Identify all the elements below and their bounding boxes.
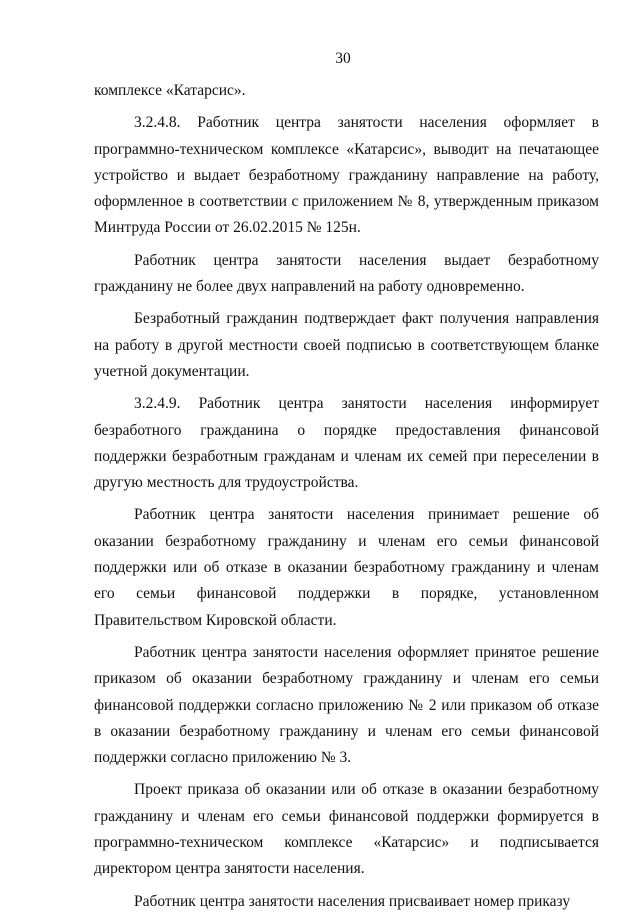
- paragraph-continuation: комплексе «Катарсис».: [94, 82, 246, 99]
- paragraph-3-2-4-9: 3.2.4.9. Работник центра занятости населения информирует безработного гражданина о порядке предоставления финансовой поддержки безработным гражданам и членам их семей при переселении в другую местность для трудоустройства.: [94, 395, 599, 492]
- paragraph-3-2-4-8: 3.2.4.8. Работник центра занятости населения оформляет в программно-техническом комплексе «Катарсис», выводит на печатающее устройство и выдает безработному гражданину направление на работу, оформленное в соответствии с приложением № 8, утвержденным приказом Минтруда России от 26.02.2015 № 125н.: [94, 114, 599, 237]
- paragraph-draft-order: Проект приказа об оказании или об отказе в оказании безработному гражданину и членам его семьи финансовой поддержки формируется в программно-техническом комплексе «Катарсис» и подписывается директором центра занятости населения.: [94, 781, 599, 878]
- paragraph-referral-limit: Работник центра занятости населения выдает безработному гражданину не более двух направлений на работу одновременно.: [94, 251, 599, 296]
- paragraph-referral-confirmation: Безработный гражданин подтверждает факт получения направления на работу в другой местности своей подписью в соответствующем бланке учетной документации.: [94, 310, 599, 380]
- paragraph-order-number: Работник центра занятости населения присваивает номер приказу: [134, 892, 571, 910]
- paragraph-support-decision: Работник центра занятости населения принимает решение об оказании безработному гражданину и членам его семьи финансовой поддержки или об отказе в оказании безработному гражданину и членам его семьи финансовой поддержки в порядке, установленном Правительством Кировской области.: [94, 506, 599, 629]
- document-body: [94, 78, 599, 915]
- paragraph-decision-order: Работник центра занятости населения оформляет принятое решение приказом об оказании безработному гражданину и членам его семьи финансовой поддержки согласно приложению № 2 или приказом об отказе в оказании безработному гражданину и членам его семьи финансовой поддержки согласно приложению № 3.: [94, 643, 599, 767]
- page-number: 30: [335, 50, 351, 67]
